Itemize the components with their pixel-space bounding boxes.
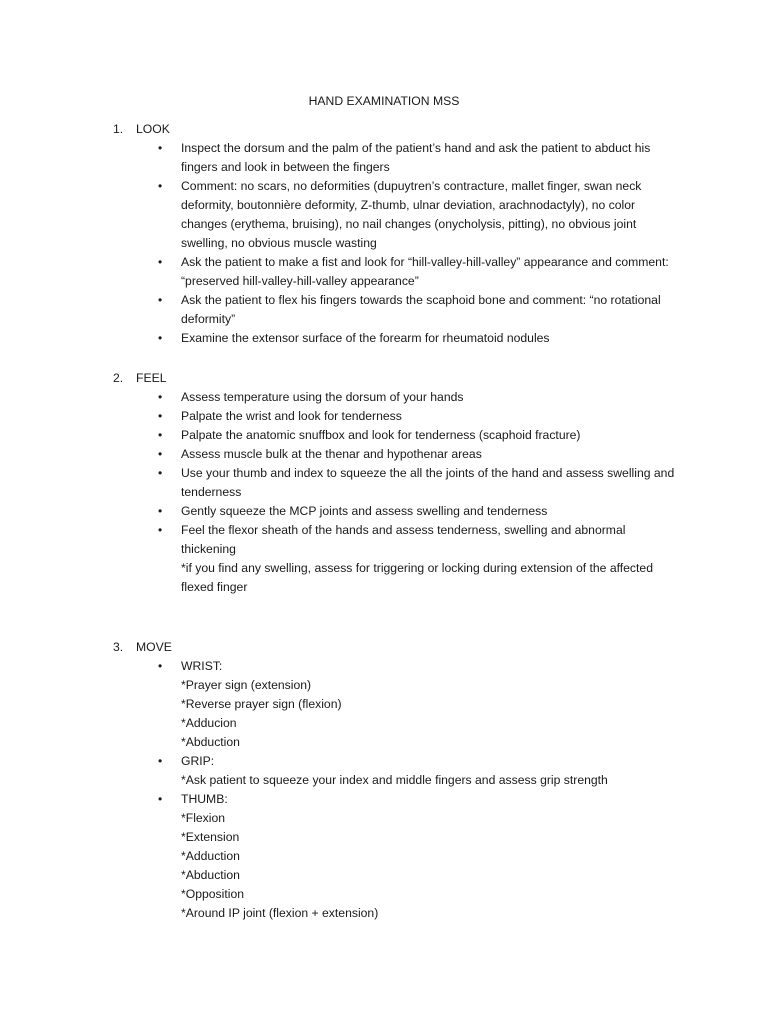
list-item [0, 521, 768, 597]
bullet-icon: • [158, 293, 163, 307]
list-item-text: Feel the flexor sheath of the hands and assess tenderness, swelling and abnormal thickening *if you find any swelling, assess for triggering or locking during extension of the affected flexed finger [181, 523, 653, 594]
list-item-text: THUMB: *Flexion *Extension *Adduction *Abduction *Opposition *Around IP joint (flexion + extension) [181, 792, 379, 920]
section-title: LOOK [136, 122, 170, 136]
bullet-icon: • [158, 409, 163, 423]
list-item-text: WRIST: *Prayer sign (extension) *Reverse prayer sign (flexion) *Adducion *Abduction [181, 659, 342, 749]
list-item-text: Assess temperature using the dorsum of your hands [181, 390, 464, 404]
list-item-text: GRIP: *Ask patient to squeeze your index and middle fingers and assess grip strength [181, 754, 608, 787]
list-item-text: Gently squeeze the MCP joints and assess swelling and tenderness [181, 504, 548, 518]
bullet-icon: • [158, 659, 163, 673]
bullet-icon: • [158, 792, 163, 806]
list-item-text: Comment: no scars, no deformities (dupuytren’s contracture, mallet finger, swan neck deformity, boutonnière deformity, Z-thumb, ulnar deviation, arachnodactyly), no color changes (erythema, bruising), no nail changes (onycholysis, pitting), no obvious joint swelling, no obvious muscle wasting [181, 179, 642, 250]
bullet-list [0, 388, 768, 597]
list-item [0, 388, 768, 407]
list-item [0, 291, 768, 329]
bullet-icon: • [158, 428, 163, 442]
list-item [0, 177, 768, 253]
list-item [0, 407, 768, 426]
bullet-list [0, 657, 768, 923]
bullet-icon: • [158, 255, 163, 269]
bullet-icon: • [158, 523, 163, 537]
bullet-icon: • [158, 466, 163, 480]
bullet-icon: • [158, 390, 163, 404]
list-item-text: Ask the patient to flex his fingers towards the scaphoid bone and comment: “no rotational deformity” [181, 293, 661, 326]
bullet-icon: • [158, 754, 163, 768]
document-title: HAND EXAMINATION MSS [308, 94, 460, 108]
section-number: 1. [113, 122, 124, 136]
list-item [0, 139, 768, 177]
bullet-icon: • [158, 447, 163, 461]
bullet-icon: • [158, 141, 163, 155]
list-item-text: Assess muscle bulk at the thenar and hypothenar areas [181, 447, 482, 461]
list-item-text: Use your thumb and index to squeeze the all the joints of the hand and assess swelling and tenderness [181, 466, 675, 499]
list-item [0, 464, 768, 502]
list-item [0, 752, 768, 790]
list-item [0, 329, 768, 348]
list-item [0, 502, 768, 521]
section-title: MOVE [136, 640, 172, 654]
bullet-icon: • [158, 331, 163, 345]
list-item [0, 426, 768, 445]
list-item [0, 790, 768, 923]
bullet-list [0, 139, 768, 348]
list-item-text: Ask the patient to make a fist and look for “hill-valley-hill-valley” appearance and comment: “preserved hill-valley-hill-valley appearance” [181, 255, 669, 288]
list-item [0, 657, 768, 752]
list-item-text: Palpate the anatomic snuffbox and look for tenderness (scaphoid fracture) [181, 428, 581, 442]
bullet-icon: • [158, 179, 163, 193]
section-title: FEEL [136, 371, 167, 385]
list-item-text: Examine the extensor surface of the forearm for rheumatoid nodules [181, 331, 550, 345]
bullet-icon: • [158, 504, 163, 518]
list-item [0, 253, 768, 291]
list-item-text: Inspect the dorsum and the palm of the patient’s hand and ask the patient to abduct his fingers and look in between the fingers [181, 141, 651, 174]
section-number: 2. [113, 371, 124, 385]
section-number: 3. [113, 640, 124, 654]
list-item [0, 445, 768, 464]
list-item-text: Palpate the wrist and look for tenderness [181, 409, 402, 423]
